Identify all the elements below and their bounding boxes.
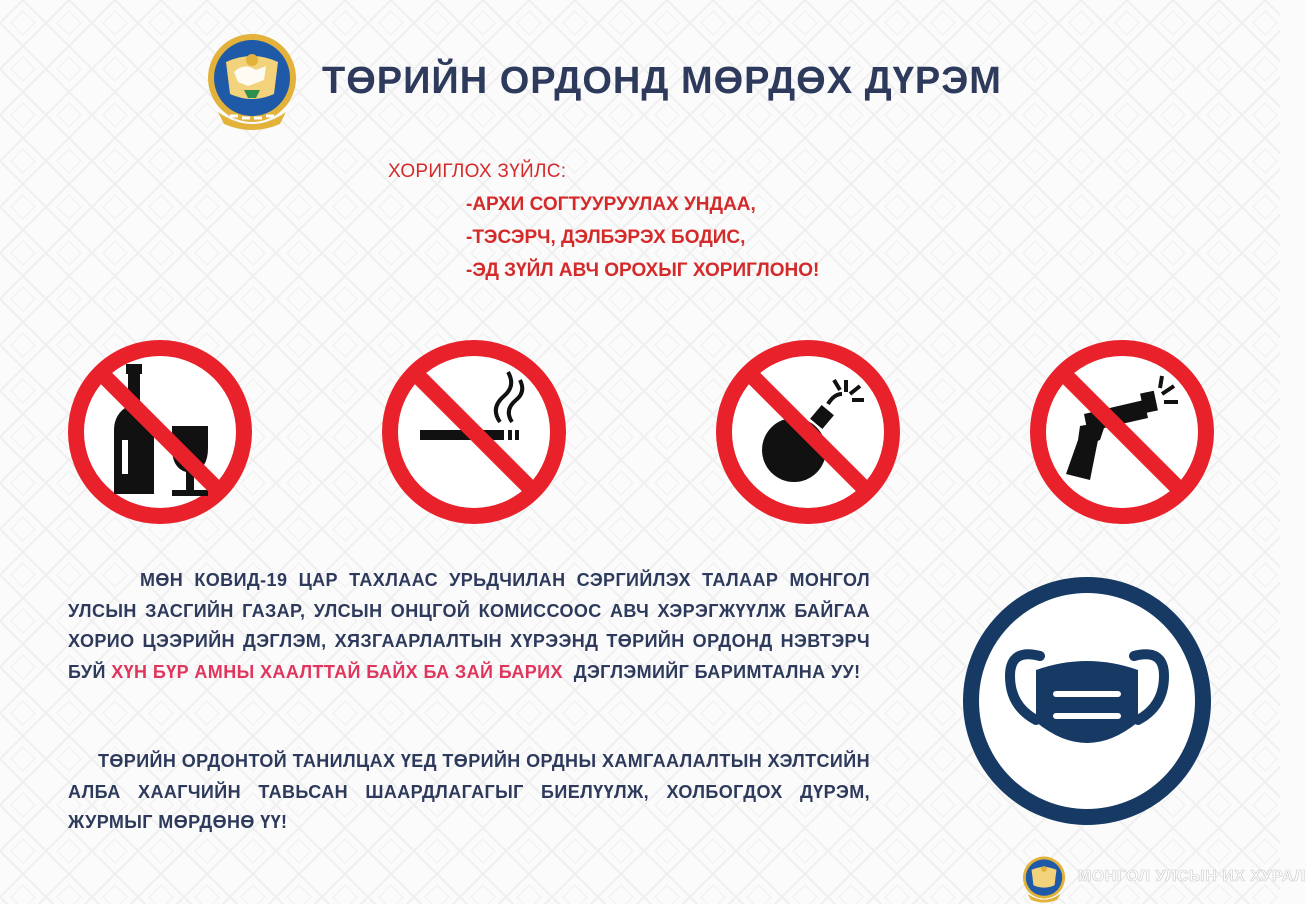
state-emblem-icon [1021, 855, 1067, 904]
covid-notice [68, 565, 870, 687]
covid-notice-text: МӨН КОВИД-19 ЦАР ТАХЛААС УРЬДЧИЛАН СЭРГИЙЛЭХ ТАЛААР МОНГОЛ УЛСЫН ЗАСГИЙН ГАЗАР, УЛСЫН ОНЦГОЙ КОМИССООС АВЧ ХЭРЭГЖҮҮЛЖ БАЙГАА ХОРИО ЦЭЭРИЙН ДЭГЛЭМ, ХЯЗГААРЛАЛТЫН ХҮРЭЭНД ТӨРИЙН ОРДОНД НЭВТЭРЧ БУЙ [68, 570, 870, 682]
no-alcohol-icon [62, 334, 258, 530]
page-title: ТӨРИЙН ОРДОНД МӨРДӨХ ДҮРЭМ [322, 60, 1002, 102]
security-notice-text: ТӨРИЙН ОРДОНТОЙ ТАНИЛЦАХ ҮЕД ТӨРИЙН ОРДНЫ ХАМГААЛАЛТЫН ХЭЛТСИЙН АЛБА ХААГЧИЙН ТАВЬСАН ШААРДЛАГАГЫГ БИЕЛҮҮЛЖ, ХОЛБОГДОХ ДҮРЭМ, ЖУРМЫГ МӨРДӨНӨ ҮҮ! [68, 751, 870, 832]
prohibited-items-heading: ХОРИГЛОХ ЗҮЙЛС: [388, 161, 567, 182]
prohibited-item: -АРХИ СОГТУУРУУЛАХ УНДАА, [466, 194, 756, 215]
prohibited-item: -ТЭСЭРЧ, ДЭЛБЭРЭХ БОДИС, [466, 227, 746, 248]
prohibited-item: -ЭД ЗҮЙЛ АВЧ ОРОХЫГ ХОРИГЛОНО! [466, 260, 820, 281]
no-explosives-icon [710, 334, 906, 530]
security-notice [68, 746, 870, 838]
face-mask-icon [956, 570, 1218, 832]
covid-notice-highlight: ХҮН БҮР АМНЫ ХААЛТТАЙ БАЙХ БА ЗАЙ БАРИХ [111, 661, 563, 682]
prohibited-items-list [466, 188, 819, 287]
footer-organization-name: МОНГОЛ УЛСЫН ИХ ХУРАЛ [1078, 868, 1306, 885]
state-emblem-icon [204, 32, 300, 132]
covid-notice-closing: ДЭГЛЭМИЙГ БАРИМТАЛНА УУ! [573, 661, 861, 682]
no-weapons-icon [1024, 334, 1220, 530]
no-smoking-icon [376, 334, 572, 530]
